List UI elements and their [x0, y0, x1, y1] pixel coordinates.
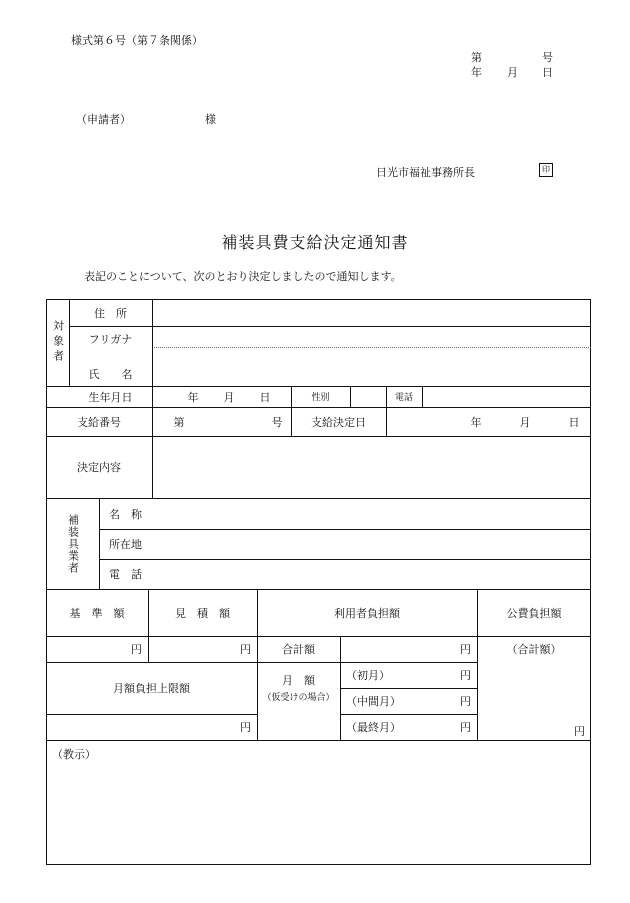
- public-burden-yen: 円: [574, 725, 585, 738]
- document-title: 補装具費支給決定通知書: [221, 233, 409, 252]
- vendor-location-label: 所在地: [109, 538, 142, 551]
- vendor-name-field[interactable]: [152, 498, 591, 529]
- public-total-label: （合計額）: [506, 643, 562, 656]
- decision-content-field[interactable]: [152, 436, 591, 498]
- decision-content-label: 決定内容: [77, 461, 121, 474]
- dob-month: 月: [223, 390, 235, 404]
- dob-label: 生年月日: [88, 390, 133, 404]
- vendor-phone-label: 電 話: [109, 568, 142, 581]
- date-day: 日: [542, 66, 553, 79]
- payment-number-prefix: 第: [173, 415, 185, 429]
- form-number: 様式第６号（第７条関係）: [71, 34, 203, 47]
- seal-mark: 印: [539, 163, 553, 177]
- user-total-label: 合計額: [282, 643, 315, 656]
- estimate-amount-yen: 円: [240, 643, 251, 656]
- first-month-yen: 円: [460, 669, 471, 682]
- monthly-limit-yen: 円: [240, 721, 251, 734]
- recipient-label: （申請者）: [76, 113, 131, 126]
- doc-number-suffix: 号: [542, 51, 553, 64]
- decision-date-year: 年: [470, 415, 482, 429]
- phone-label: 電話: [394, 393, 413, 403]
- furigana-label: フリガナ: [88, 333, 133, 346]
- decision-date-month: 月: [519, 415, 531, 429]
- gender-field[interactable]: [350, 386, 386, 407]
- standard-amount-label: 基 準 額: [69, 606, 125, 620]
- payment-number-label: 支給番号: [77, 415, 121, 429]
- name-label: 氏 名: [88, 368, 133, 381]
- address-field[interactable]: [152, 299, 591, 326]
- date-month: 月: [507, 66, 518, 79]
- user-total-yen: 円: [460, 643, 471, 656]
- recipient-honorific: 様: [205, 113, 216, 126]
- decision-date-label: 支給決定日: [311, 415, 366, 429]
- vendor-group-label: 補装具業者: [66, 513, 80, 574]
- estimate-amount-label: 見 積 額: [175, 606, 230, 620]
- middle-month-yen: 円: [460, 695, 471, 708]
- subject-group-label: 対象者: [51, 320, 65, 365]
- user-burden-label: 利用者負担額: [334, 606, 400, 620]
- dob-year: 年: [187, 390, 199, 404]
- last-month-yen: 円: [460, 721, 471, 734]
- doc-number-prefix: 第: [471, 51, 482, 64]
- name-field[interactable]: [152, 347, 591, 386]
- date-year: 年: [471, 66, 482, 79]
- gender-label: 性別: [311, 393, 330, 403]
- dob-day: 日: [259, 390, 271, 404]
- last-month-label: （最終月）: [346, 721, 401, 734]
- issuer-name: 日光市福祉事務所長: [376, 166, 475, 179]
- monthly-limit-label: 月額負担上限額: [113, 682, 190, 695]
- middle-month-label: （中間月）: [346, 695, 401, 708]
- vendor-name-label: 名 称: [109, 507, 142, 521]
- public-burden-label: 公費負担額: [506, 606, 562, 620]
- vendor-phone-field[interactable]: [152, 559, 591, 589]
- furigana-field[interactable]: [152, 326, 591, 347]
- standard-amount-yen: 円: [131, 643, 142, 656]
- notice-label: （教示）: [52, 748, 96, 761]
- payment-number-suffix: 号: [271, 415, 283, 429]
- first-month-label: （初月）: [346, 669, 390, 682]
- monthly-label: 月 額: [282, 674, 315, 687]
- decision-date-day: 日: [568, 415, 580, 429]
- monthly-note: （仮受けの場合）: [262, 692, 335, 703]
- intro-text: 表記のことについて、次のとおり決定しましたので通知します。: [84, 270, 402, 283]
- address-label: 住 所: [94, 306, 127, 320]
- vendor-location-field[interactable]: [152, 529, 591, 559]
- phone-field[interactable]: [422, 386, 591, 407]
